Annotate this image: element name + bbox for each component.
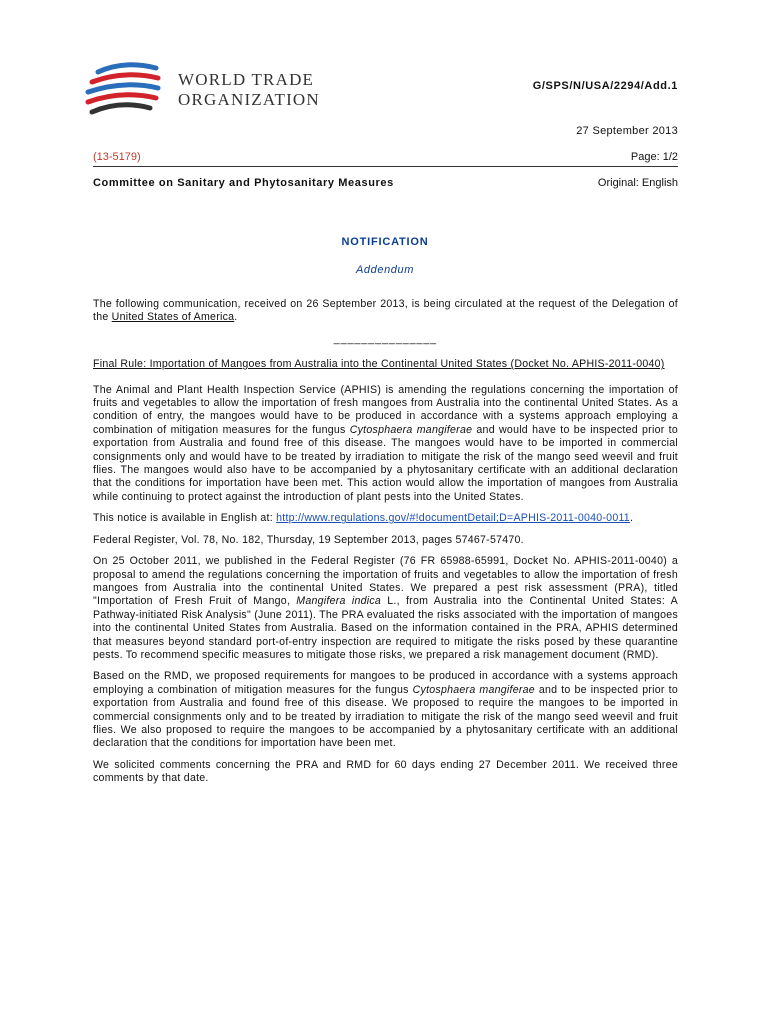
- org-name-line2: ORGANIZATION: [178, 90, 320, 109]
- comments-paragraph: We solicited comments concerning the PRA and RMD for 60 days ending 27 December 2011. We received three comments by that date.: [93, 758, 678, 785]
- summary-text-a: The Animal and Plant Health Inspection Service (APHIS) is amending the regulations concerning the importation of fruits and vegetables to allow the importation of fresh mangoes from Australia into the continental United States. As a condition of entry, the mangoes would have to be produced in accordance with a systems approach employing a combination of mitigation measures for the fungus: [93, 383, 678, 436]
- summary-paragraph: [93, 384, 678, 505]
- page-number: Page: 1/2: [630, 151, 678, 163]
- notification-heading: NOTIFICATION: [341, 236, 429, 248]
- committee-name: Committee on Sanitary and Phytosanitary Measures: [93, 177, 394, 189]
- header-divider: [93, 166, 678, 167]
- species-name: Cytosphaera mangiferae: [412, 683, 535, 696]
- regulations-link[interactable]: http://www.regulations.gov/#!documentDetail;D=APHIS-2011-0040-0011: [276, 512, 630, 525]
- wto-globe-icon: [84, 58, 174, 122]
- background-paragraph: [93, 555, 678, 662]
- species-name: Mangifera indica: [296, 595, 382, 608]
- org-name-line1: WORLD TRADE: [178, 70, 315, 89]
- availability-end: .: [629, 512, 634, 525]
- separator-line: _______________: [333, 332, 438, 345]
- wto-wordmark: [178, 70, 320, 110]
- summary-text-b: and would have to be inspected prior to exportation from Australia and found free of this disease. The mangoes would have to be imported in commercial consignments only and would have to be treated by irradiation to mitigate the risk of the mango seed weevil and fruit flies. The mangoes would also have to be accompanied by a phytosanitary certificate with an additional declaration that the conditions for importation have been met. This action would allow the importation of mangoes from Australia while continuing to protect against the introduction of plant pests into the United States.: [93, 423, 679, 503]
- federal-register-paragraph: Federal Register, Vol. 78, No. 182, Thursday, 19 September 2013, pages 57467-57470.: [93, 533, 524, 546]
- intro-paragraph: [93, 298, 678, 325]
- document-symbol: G/SPS/N/USA/2294/Add.1: [532, 80, 678, 92]
- species-name: Cytosphaera mangiferae: [349, 423, 473, 436]
- final-rule-title: Final Rule: Importation of Mangoes from Australia into the Continental United States (Docket No. APHIS-2011-0040): [93, 358, 665, 371]
- proposal-text-a: Based on the RMD, we proposed requirements for mangoes to be produced in accordance with a systems approach employing a combination of mitigation measures for the fungus: [93, 670, 678, 696]
- document-body: [93, 298, 678, 794]
- proposal-paragraph: [93, 670, 678, 750]
- intro-text: The following communication, received on 26 September 2013, is being circulated at the request of the Delegation of the: [93, 298, 678, 324]
- wto-logo: [84, 58, 344, 122]
- addendum-subheading: Addendum: [355, 264, 414, 276]
- availability-paragraph: [93, 512, 678, 525]
- background-text-a: On 25 October 2011, we published in the Federal Register (76 FR 65988-65991, Docket No. APHIS-2011-0040) a proposal to amend the regulations concerning the importation of fruits and vegetables to allow the importation of fresh mangoes from Australia into the continental United States. We prepared a pest risk assessment (PRA), titled "Importation of Fresh Fruit of Mango,: [93, 555, 678, 608]
- document-number: (13-5179): [93, 151, 141, 163]
- member-country: United States of America: [111, 311, 235, 324]
- availability-text: This notice is available in English at:: [93, 512, 277, 525]
- proposal-text-b: and to be inspected prior to exportation from Australia and found free of this disease. We proposed to require the mangoes to be imported in commercial consignments only and to be treated by irradiation to mitigate the risk of the mango seed weevil and fruit flies. We also proposed to require the mangoes to be accompanied by a phytosanitary certificate with an additional declaration that the conditions for importation have been met.: [93, 683, 678, 750]
- document-date: 27 September 2013: [576, 125, 678, 137]
- background-text-b: L., from Australia into the Continental United States: A Pathway-initiated Risk Analysis" (June 2011). The PRA evaluated the risks associated with the importation of mangoes into the continental United States from Australia. Based on the information contained in the PRA, APHIS determined that measures beyond standard port-of-entry inspection are required to mitigate the risks posed by these quarantine pests. To recommend specific measures to mitigate those risks, we prepared a risk management document (RMD).: [93, 595, 678, 661]
- intro-end: .: [234, 311, 238, 324]
- original-language: Original: English: [597, 177, 678, 189]
